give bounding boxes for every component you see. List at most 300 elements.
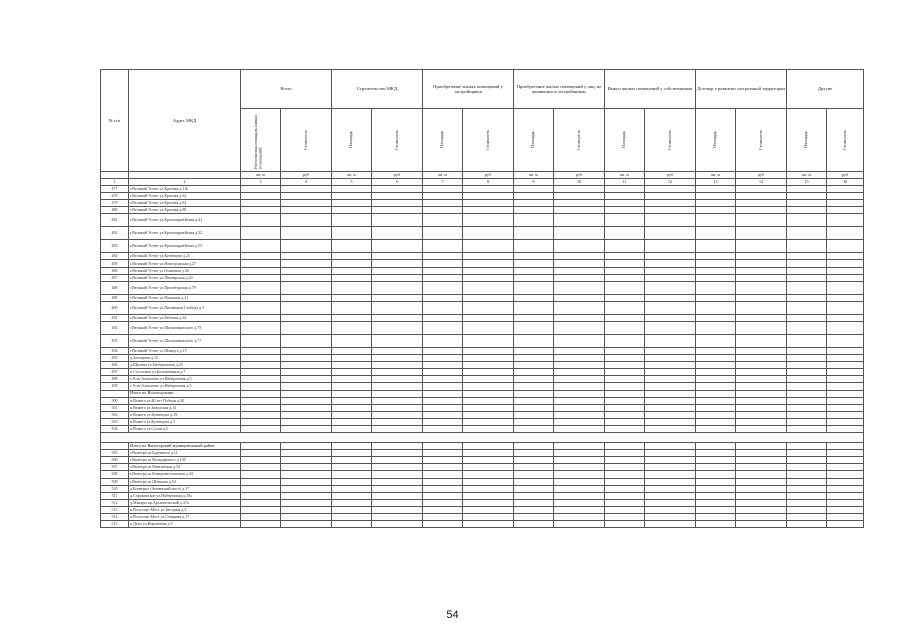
header-group-construction: Строительство МКД: [332, 70, 423, 109]
value-cell: [423, 383, 463, 390]
address-cell: г.Великий Устюг ул.Шильниковского д.77: [129, 334, 241, 347]
row-number: 509: [101, 478, 129, 485]
value-cell: [736, 355, 787, 362]
address-cell: г.Великий Устюг ул.Осиновая д.36: [129, 267, 241, 274]
value-cell: [736, 506, 787, 513]
value-cell: [696, 376, 736, 383]
column-number: 1: [101, 179, 129, 186]
header-group-other: Другие: [787, 70, 864, 109]
header-sub-label: Площадь: [348, 131, 354, 149]
row-number: 501: [101, 404, 129, 411]
row-number: 489: [101, 294, 129, 301]
value-cell: [554, 214, 605, 227]
header-group-purchase-developer: Приобретение жилых помещений у застройщиков: [423, 70, 514, 109]
value-cell: [696, 369, 736, 376]
table-row: [101, 260, 864, 267]
value-cell: [423, 301, 463, 314]
value-cell: [281, 425, 332, 432]
value-cell: [463, 464, 514, 471]
value-cell: [696, 485, 736, 492]
value-cell: [787, 397, 827, 404]
value-cell: [332, 260, 372, 267]
value-cell: [514, 281, 554, 294]
value-cell: [332, 485, 372, 492]
address-cell: г.Усть-Алексеево ул.Набережная д.3: [129, 376, 241, 383]
value-cell: [281, 347, 332, 354]
value-cell: [241, 186, 281, 193]
value-cell: [696, 464, 736, 471]
value-cell: [787, 301, 827, 314]
value-cell: [696, 267, 736, 274]
value-cell: [241, 227, 281, 240]
value-cell: [736, 464, 787, 471]
value-cell: [787, 193, 827, 200]
value-cell: [241, 443, 281, 450]
row-number: 499: [101, 383, 129, 390]
address-cell: г.Великий Устюг ул.Шмидта д.15: [129, 347, 241, 354]
column-number: 14: [736, 179, 787, 186]
value-cell: [645, 514, 696, 521]
value-cell: [372, 521, 423, 528]
address-cell: п.Волосово Мост ул.Северная д.17: [129, 514, 241, 521]
value-cell: [241, 411, 281, 418]
value-cell: [787, 506, 827, 513]
value-cell: [645, 499, 696, 506]
value-cell: [372, 260, 423, 267]
value-cell: [827, 227, 864, 240]
unit-cell: кв. м: [605, 172, 645, 179]
value-cell: [736, 369, 787, 376]
value-cell: [241, 193, 281, 200]
value-cell: [554, 321, 605, 334]
address-cell: г.Усть-Алексеево ул.Набережная д.5: [129, 383, 241, 390]
value-cell: [372, 193, 423, 200]
value-cell: [736, 207, 787, 214]
table-row: [101, 471, 864, 478]
value-cell: [554, 411, 605, 418]
value-cell: [645, 383, 696, 390]
value-cell: [372, 214, 423, 227]
value-cell: [827, 355, 864, 362]
table-row: [101, 485, 864, 492]
value-cell: [696, 314, 736, 321]
value-cell: [514, 260, 554, 267]
value-cell: [554, 492, 605, 499]
header-sub-label: Площадь: [530, 131, 536, 149]
value-cell: [787, 390, 827, 397]
value-cell: [372, 506, 423, 513]
value-cell: [514, 321, 554, 334]
header-group-total: Всего: [241, 70, 332, 109]
value-cell: [241, 294, 281, 301]
value-cell: [645, 301, 696, 314]
value-cell: [514, 464, 554, 471]
value-cell: [827, 397, 864, 404]
value-cell: [463, 355, 514, 362]
value-cell: [463, 362, 514, 369]
value-cell: [332, 404, 372, 411]
value-cell: [696, 253, 736, 260]
value-cell: [332, 274, 372, 281]
address-cell: п.Вожега ул.Заводская д.14: [129, 404, 241, 411]
row-number: [101, 443, 129, 450]
value-cell: [241, 485, 281, 492]
value-cell: [463, 506, 514, 513]
value-cell: [554, 514, 605, 521]
value-cell: [827, 521, 864, 528]
value-cell: [605, 450, 645, 457]
table-row: [101, 207, 864, 214]
value-cell: [787, 418, 827, 425]
value-cell: [514, 425, 554, 432]
value-cell: [736, 492, 787, 499]
table-row: [101, 274, 864, 281]
value-cell: [736, 253, 787, 260]
header-sub-cell: [514, 109, 554, 172]
value-cell: [736, 450, 787, 457]
value-cell: [827, 506, 864, 513]
value-cell: [827, 514, 864, 521]
address-cell: г.Великий Устюг ул.Кузнецова д.21: [129, 253, 241, 260]
value-cell: [736, 362, 787, 369]
value-cell: [736, 514, 787, 521]
value-cell: [696, 478, 736, 485]
value-cell: [281, 281, 332, 294]
value-cell: [696, 492, 736, 499]
value-cell: [554, 200, 605, 207]
column-number: 8: [463, 179, 514, 186]
value-cell: [372, 464, 423, 471]
value-cell: [554, 506, 605, 513]
value-cell: [696, 260, 736, 267]
value-cell: [463, 347, 514, 354]
value-cell: [463, 186, 514, 193]
value-cell: [281, 355, 332, 362]
value-cell: [332, 499, 372, 506]
value-cell: [605, 281, 645, 294]
header-sub-cell: [554, 109, 605, 172]
row-number: 480: [101, 207, 129, 214]
value-cell: [281, 253, 332, 260]
value-cell: [372, 418, 423, 425]
value-cell: [463, 314, 514, 321]
value-cell: [787, 334, 827, 347]
value-cell: [463, 207, 514, 214]
value-cell: [463, 294, 514, 301]
value-cell: [281, 478, 332, 485]
value-cell: [554, 418, 605, 425]
subtotal-row: [101, 443, 864, 450]
value-cell: [281, 186, 332, 193]
subtotal-row: [101, 390, 864, 397]
value-cell: [645, 193, 696, 200]
value-cell: [241, 301, 281, 314]
value-cell: [554, 499, 605, 506]
value-cell: [463, 369, 514, 376]
value-cell: [787, 478, 827, 485]
value-cell: [514, 514, 554, 521]
value-cell: [605, 397, 645, 404]
value-cell: [514, 347, 554, 354]
value-cell: [605, 294, 645, 301]
row-number: 487: [101, 274, 129, 281]
value-cell: [514, 267, 554, 274]
header-sub-label: Стоимость: [484, 129, 490, 151]
value-cell: [332, 443, 372, 450]
value-cell: [605, 214, 645, 227]
value-cell: [554, 404, 605, 411]
value-cell: [463, 383, 514, 390]
value-cell: [605, 521, 645, 528]
value-cell: [372, 227, 423, 240]
subtotal-label: Итого по Вытегорский муниципальный район: [129, 443, 241, 450]
value-cell: [423, 499, 463, 506]
value-cell: [736, 443, 787, 450]
value-cell: [645, 450, 696, 457]
table-row: [101, 425, 864, 432]
value-cell: [241, 362, 281, 369]
header-address: Адрес МКД: [129, 70, 241, 172]
value-cell: [514, 301, 554, 314]
row-number: 486: [101, 267, 129, 274]
value-cell: [514, 450, 554, 457]
address-cell: д.Заозерная д.12: [129, 355, 241, 362]
value-cell: [372, 274, 423, 281]
value-cell: [332, 425, 372, 432]
value-cell: [423, 464, 463, 471]
value-cell: [463, 334, 514, 347]
header-sub-cell: [241, 109, 281, 172]
value-cell: [787, 514, 827, 521]
value-cell: [696, 301, 736, 314]
table-row: [101, 506, 864, 513]
value-cell: [423, 294, 463, 301]
value-cell: [514, 457, 554, 464]
value-cell: [696, 411, 736, 418]
table-row: [101, 314, 864, 321]
value-cell: [241, 369, 281, 376]
row-number: 508: [101, 471, 129, 478]
value-cell: [736, 200, 787, 207]
value-cell: [514, 471, 554, 478]
value-cell: [281, 450, 332, 457]
value-cell: [241, 334, 281, 347]
table-row: [101, 499, 864, 506]
value-cell: [281, 390, 332, 397]
address-cell: п.Вожега ул.40 лет Победы д.20: [129, 397, 241, 404]
value-cell: [463, 376, 514, 383]
value-cell: [241, 383, 281, 390]
value-cell: [372, 347, 423, 354]
value-cell: [827, 281, 864, 294]
value-cell: [372, 383, 423, 390]
value-cell: [605, 443, 645, 450]
value-cell: [372, 334, 423, 347]
row-number: 498: [101, 376, 129, 383]
value-cell: [423, 457, 463, 464]
value-cell: [736, 214, 787, 227]
value-cell: [827, 214, 864, 227]
value-cell: [645, 390, 696, 397]
value-cell: [554, 355, 605, 362]
value-cell: [787, 492, 827, 499]
value-cell: [645, 521, 696, 528]
header-sub-label: Стоимость: [393, 129, 399, 151]
value-cell: [605, 492, 645, 499]
value-cell: [645, 397, 696, 404]
value-cell: [423, 369, 463, 376]
table-row: [101, 404, 864, 411]
value-cell: [645, 369, 696, 376]
value-cell: [332, 369, 372, 376]
value-cell: [463, 443, 514, 450]
address-cell: г.Великий Устюг ул.Пятницкая Слобода д.5: [129, 301, 241, 314]
value-cell: [696, 214, 736, 227]
value-cell: [736, 227, 787, 240]
value-cell: [423, 281, 463, 294]
value-cell: [514, 314, 554, 321]
table-body: [101, 186, 864, 528]
value-cell: [514, 418, 554, 425]
value-cell: [736, 471, 787, 478]
value-cell: [281, 411, 332, 418]
value-cell: [645, 274, 696, 281]
value-cell: [787, 369, 827, 376]
row-number: 495: [101, 355, 129, 362]
table-row: [101, 240, 864, 253]
value-cell: [241, 253, 281, 260]
value-cell: [645, 314, 696, 321]
address-cell: г.Великий Устюг ул.Пушкина д.31: [129, 294, 241, 301]
table-row: [101, 450, 864, 457]
value-cell: [736, 240, 787, 253]
row-number: 504: [101, 425, 129, 432]
table-row: [101, 253, 864, 260]
value-cell: [787, 450, 827, 457]
header-sub-label: Площадь: [803, 131, 809, 149]
value-cell: [241, 418, 281, 425]
value-cell: [605, 411, 645, 418]
value-cell: [696, 334, 736, 347]
value-cell: [645, 443, 696, 450]
address-cell: д.Макары пр.Архангельский д.37а: [129, 499, 241, 506]
address-cell: п.Депо ул.Кирпичная д.5: [129, 521, 241, 528]
value-cell: [423, 450, 463, 457]
row-number: 505: [101, 450, 129, 457]
value-cell: [787, 355, 827, 362]
row-number: 513: [101, 506, 129, 513]
value-cell: [372, 200, 423, 207]
value-cell: [827, 274, 864, 281]
value-cell: [787, 267, 827, 274]
value-cell: [605, 240, 645, 253]
address-cell: г.Великий Устюг ул.Красноармейская д.52: [129, 227, 241, 240]
column-number: 12: [645, 179, 696, 186]
header-sub-label: Стоимость: [841, 129, 847, 151]
value-cell: [554, 193, 605, 200]
value-cell: [241, 214, 281, 227]
value-cell: [423, 260, 463, 267]
value-cell: [332, 464, 372, 471]
address-cell: д.Сорокинское ул.Набережная д.30а: [129, 492, 241, 499]
value-cell: [554, 240, 605, 253]
address-cell: г.Великий Устюг ул.Красноармейская д.41: [129, 214, 241, 227]
header-sub-label: Площадь: [439, 131, 445, 149]
value-cell: [332, 314, 372, 321]
value-cell: [332, 294, 372, 301]
value-cell: [736, 281, 787, 294]
value-cell: [554, 260, 605, 267]
value-cell: [463, 397, 514, 404]
value-cell: [332, 514, 372, 521]
value-cell: [423, 227, 463, 240]
row-number: 491: [101, 314, 129, 321]
column-number: 11: [605, 179, 645, 186]
value-cell: [827, 240, 864, 253]
value-cell: [241, 425, 281, 432]
value-cell: [281, 321, 332, 334]
value-cell: [241, 200, 281, 207]
address-cell: г.Великий Устюг ул.Шильниковского д.79: [129, 321, 241, 334]
value-cell: [423, 267, 463, 274]
value-cell: [696, 227, 736, 240]
value-cell: [645, 347, 696, 354]
value-cell: [332, 240, 372, 253]
value-cell: [241, 347, 281, 354]
value-cell: [281, 404, 332, 411]
value-cell: [372, 499, 423, 506]
header-group-buyout: Выкуп жилых помещений у собственников: [605, 70, 696, 109]
value-cell: [514, 485, 554, 492]
row-number: 503: [101, 418, 129, 425]
value-cell: [787, 457, 827, 464]
value-cell: [514, 193, 554, 200]
value-cell: [281, 260, 332, 267]
value-cell: [787, 207, 827, 214]
value-cell: [514, 334, 554, 347]
value-cell: [463, 499, 514, 506]
value-cell: [514, 411, 554, 418]
value-cell: [514, 404, 554, 411]
value-cell: [463, 404, 514, 411]
row-number: 510: [101, 485, 129, 492]
value-cell: [281, 443, 332, 450]
value-cell: [605, 418, 645, 425]
value-cell: [241, 521, 281, 528]
value-cell: [423, 478, 463, 485]
value-cell: [372, 321, 423, 334]
value-cell: [554, 485, 605, 492]
row-number: 482: [101, 227, 129, 240]
table-row: [101, 301, 864, 314]
row-number: 481: [101, 214, 129, 227]
value-cell: [332, 411, 372, 418]
value-cell: [332, 397, 372, 404]
value-cell: [423, 207, 463, 214]
value-cell: [281, 362, 332, 369]
header-group-purchase-nondeveloper: Приобретение жилых помещений у лиц, не являющихся застройщиком: [514, 70, 605, 109]
value-cell: [696, 390, 736, 397]
address-cell: д.Шиляна ул.Центральная д.25: [129, 362, 241, 369]
value-cell: [736, 347, 787, 354]
value-cell: [645, 227, 696, 240]
table-row: [101, 521, 864, 528]
value-cell: [554, 464, 605, 471]
value-cell: [332, 214, 372, 227]
value-cell: [827, 443, 864, 450]
value-cell: [554, 227, 605, 240]
value-cell: [696, 521, 736, 528]
